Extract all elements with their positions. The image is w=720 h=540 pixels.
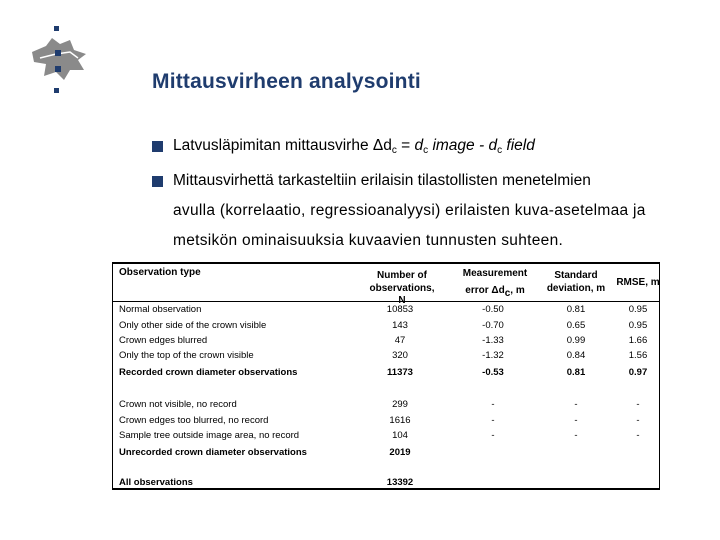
table-row xyxy=(113,333,659,348)
row-rmse: - xyxy=(636,415,640,426)
row-sd: 0.81 xyxy=(566,367,586,378)
row-n: 299 xyxy=(392,399,408,410)
row-label: Unrecorded crown diameter observations xyxy=(119,447,307,458)
header-m-line1: Measurement xyxy=(462,268,528,279)
bullet1-sub1: c xyxy=(391,145,397,156)
row-label: Crown edges too blurred, no record xyxy=(119,415,269,426)
table-row xyxy=(113,413,659,428)
bullet1-d2: d xyxy=(414,137,424,154)
table-row xyxy=(113,475,659,490)
header-s-line1: Standard xyxy=(554,270,598,281)
table-row xyxy=(113,348,659,363)
row-n: 1616 xyxy=(389,415,411,426)
header-n-line1: Number of xyxy=(377,270,427,281)
row-rmse: - xyxy=(636,430,640,441)
row-label: Sample tree outside image area, no record xyxy=(119,430,300,441)
bullet2-line3: metsikön ominaisuuksia kuvaavien tunnusten suhteen. xyxy=(173,232,564,249)
row-error: - xyxy=(491,430,495,441)
row-sd: 0.81 xyxy=(566,304,586,315)
bullet1-eq: = xyxy=(396,137,415,154)
row-n: 104 xyxy=(392,430,408,441)
bullet-square-icon xyxy=(152,176,163,187)
bullet1-prefix: Latvusläpimitan mittausvirhe Δd xyxy=(173,137,392,154)
bullet2-line1: Mittausvirhettä tarkasteltiin erilaisin tilastollisten menetelmien xyxy=(173,172,591,189)
header-s-line2: deviation, m xyxy=(546,282,606,294)
table-row xyxy=(113,397,659,412)
bullet-square-icon xyxy=(152,141,163,152)
row-n: 13392 xyxy=(386,477,414,488)
row-n: 320 xyxy=(392,350,408,361)
table-row xyxy=(113,365,659,380)
row-rmse: 1.66 xyxy=(628,335,648,346)
row-rmse: 1.56 xyxy=(628,350,648,361)
table-row xyxy=(113,318,659,333)
bullet1-sub2: c xyxy=(423,145,429,156)
row-rmse: 0.97 xyxy=(628,367,648,378)
table-row xyxy=(113,302,659,317)
table-header xyxy=(113,264,660,306)
row-sd: - xyxy=(574,415,578,426)
table-row xyxy=(113,445,659,460)
table-row xyxy=(113,428,659,443)
bullet1-field: field xyxy=(502,137,535,154)
bullet-list xyxy=(152,137,692,262)
row-label: Normal observation xyxy=(119,304,202,315)
row-sd: 0.84 xyxy=(566,350,586,361)
bullet-item-1 xyxy=(152,137,692,160)
bullet1-image: image - xyxy=(428,137,489,154)
row-label: Only other side of the crown visible xyxy=(119,320,267,331)
header-m-line2-wrap xyxy=(453,285,537,301)
row-n: 10853 xyxy=(386,304,414,315)
header-m-line2: error Δd xyxy=(465,284,505,296)
row-label: Recorded crown diameter observations xyxy=(119,367,298,378)
row-error: -0.53 xyxy=(482,367,504,378)
header-m-sub: c xyxy=(504,287,511,299)
header-m-unit: , m xyxy=(510,284,525,296)
row-error: - xyxy=(491,415,495,426)
row-n: 143 xyxy=(392,320,408,331)
row-n: 11373 xyxy=(387,367,413,378)
row-sd: - xyxy=(574,399,578,410)
observation-table xyxy=(112,262,660,490)
header-s xyxy=(541,270,611,295)
header-n-line2: observations, N xyxy=(369,282,435,306)
row-rmse: - xyxy=(636,399,640,410)
row-rmse: 0.95 xyxy=(628,304,648,315)
bullet1-d3: d xyxy=(488,137,498,154)
header-m xyxy=(453,268,537,300)
header-type: Observation type xyxy=(119,267,201,278)
row-error: -1.32 xyxy=(482,350,504,361)
header-r: RMSE, m xyxy=(616,277,660,288)
bullet2-line2: avulla (korrelaatio, regressioanalyysi) erilaisten kuva-asetelmaa ja xyxy=(173,202,646,219)
row-error: -0.50 xyxy=(482,304,504,315)
bullet-item-2 xyxy=(152,172,692,190)
row-label: Crown edges blurred xyxy=(119,335,208,346)
row-error: -1.33 xyxy=(482,335,504,346)
university-logo xyxy=(26,24,90,96)
row-error: - xyxy=(491,399,495,410)
slide-title: Mittausvirheen analysointi xyxy=(152,70,421,93)
row-label: All observations xyxy=(119,477,193,488)
row-n: 47 xyxy=(394,335,406,346)
row-label: Crown not visible, no record xyxy=(119,399,237,410)
row-sd: - xyxy=(574,430,578,441)
row-sd: 0.65 xyxy=(566,320,586,331)
row-n: 2019 xyxy=(389,447,411,458)
row-error: -0.70 xyxy=(482,320,504,331)
row-rmse: 0.95 xyxy=(628,320,648,331)
row-label: Only the top of the crown visible xyxy=(119,350,254,361)
row-sd: 0.99 xyxy=(566,335,586,346)
bullet1-sub3: c xyxy=(497,145,503,156)
